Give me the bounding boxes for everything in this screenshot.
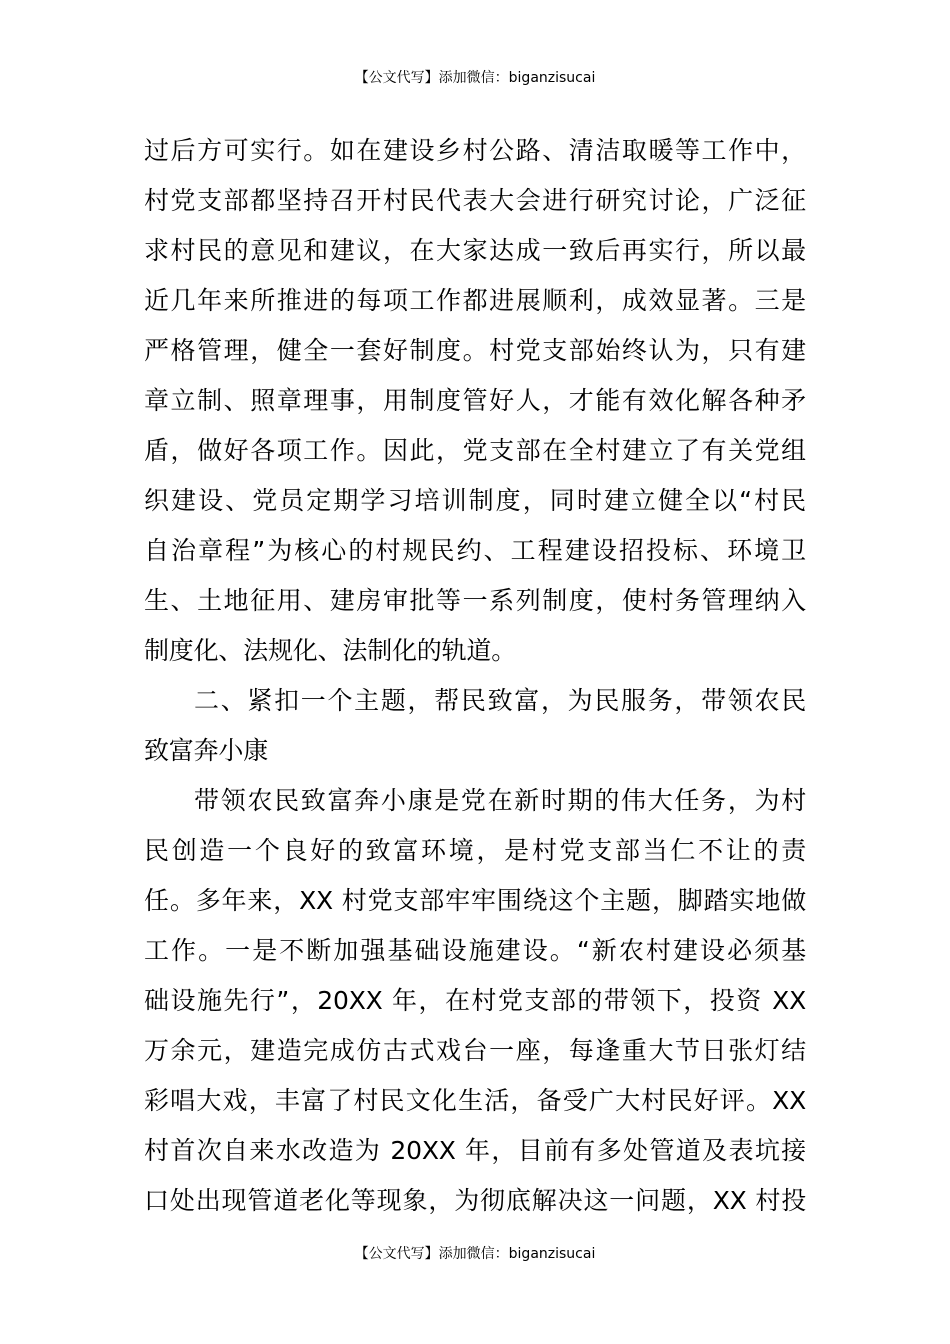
section-heading-line: 致富奔小康 — [144, 736, 269, 765]
paragraph-line: 求村民的意见和建议，在大家达成一致后再实行，所以最 — [144, 236, 806, 265]
paragraph-line: 村首次自来水改造为 20XX 年，目前有多处管道及表坑接 — [144, 1136, 806, 1165]
page-header: 【公文代写】添加微信：biganzisucai — [354, 70, 596, 86]
paragraph-line: 盾，做好各项工作。因此，党支部在全村建立了有关党组 — [144, 436, 806, 465]
paragraph-line: 彩唱大戏，丰富了村民文化生活，备受广大村民好评。XX — [144, 1086, 806, 1115]
section-heading-line: 二、紧扣一个主题，帮民致富，为民服务，带领农民 — [194, 686, 806, 715]
paragraph-line: 章立制、照章理事，用制度管好人，才能有效化解各种矛 — [144, 386, 806, 415]
paragraph-line: 织建设、党员定期学习培训制度，同时建立健全以“村民 — [144, 486, 806, 515]
paragraph-line: 制度化、法规化、法制化的轨道。 — [144, 636, 517, 665]
paragraph-line: 过后方可实行。如在建设乡村公路、清洁取暖等工作中， — [144, 136, 806, 165]
paragraph-line: 严格管理，健全一套好制度。村党支部始终认为，只有建 — [144, 336, 806, 365]
paragraph-line: 任。多年来，XX 村党支部牢牢围绕这个主题，脚踏实地做 — [144, 886, 806, 915]
page-footer: 【公文代写】添加微信：biganzisucai — [354, 1246, 596, 1262]
paragraph-line: 础设施先行”，20XX 年，在村党支部的带领下，投资 XX — [144, 986, 806, 1015]
paragraph-line: 生、土地征用、建房审批等一系列制度，使村务管理纳入 — [144, 586, 806, 615]
paragraph-line: 万余元，建造完成仿古式戏台一座，每逢重大节日张灯结 — [144, 1036, 806, 1065]
paragraph-line: 工作。一是不断加强基础设施建设。“新农村建设必须基 — [144, 936, 806, 965]
paragraph-line: 口处出现管道老化等现象，为彻底解决这一问题，XX 村投 — [144, 1186, 806, 1215]
paragraph-line: 村党支部都坚持召开村民代表大会进行研究讨论，广泛征 — [144, 186, 806, 215]
paragraph-line: 自治章程”为核心的村规民约、工程建设招投标、环境卫 — [144, 536, 806, 565]
paragraph-line: 近几年来所推进的每项工作都进展顺利，成效显著。三是 — [144, 286, 806, 315]
paragraph-line: 带领农民致富奔小康是党在新时期的伟大任务，为村 — [194, 786, 806, 815]
paragraph-line: 民创造一个良好的致富环境，是村党支部当仁不让的责 — [144, 836, 806, 865]
document-body — [144, 126, 806, 1226]
